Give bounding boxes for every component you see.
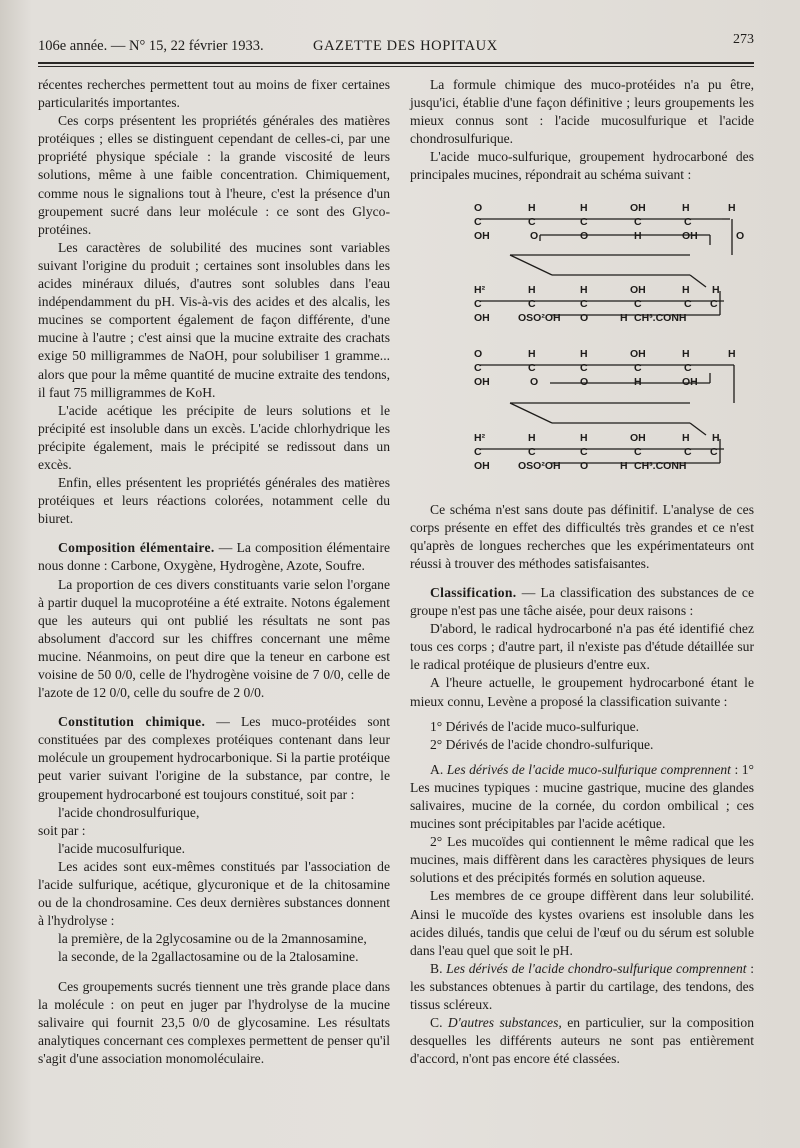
- atom-label: O: [530, 229, 539, 242]
- atom-label: H²: [474, 431, 486, 444]
- page-header: [38, 32, 754, 54]
- atom-label: O: [580, 375, 589, 388]
- item-text: : 1° Les mucines typiques : mucine gastrique, mucine des glandes salivaires, mucine de la cornée, du cordon ombilical ; ces mucines sont précipitables par l'acide acétique.: [410, 761, 754, 832]
- atom-label: H: [620, 459, 628, 472]
- right-column: [410, 76, 754, 1068]
- atom-label: OH: [630, 201, 646, 214]
- item-text: en particulier, sur la composition desquelles les différents auteurs ne sont pas entièrement d'accord, n'ont pas encore été classées.: [410, 1015, 754, 1067]
- atom-label: CH³.CONH: [634, 459, 687, 472]
- atom-label: H: [682, 347, 690, 360]
- section-heading: Classification.: [430, 584, 517, 600]
- atom-label: H: [580, 347, 588, 360]
- atom-label: O: [580, 311, 589, 324]
- paragraph: 2° Les mucoïdes qui contiennent le même radical que les mucines, mais diffèrent dans les caractères physiques de leurs solutions et des précipités formés en solution aqueuse.: [410, 834, 754, 886]
- item-title: D'autres substances,: [447, 1015, 562, 1031]
- list-line: la seconde, de la 2gallactosamine ou de la 2talosamine.: [58, 949, 359, 965]
- atom-label: H: [682, 431, 690, 444]
- page-number: 273: [733, 32, 754, 47]
- atom-label: C: [474, 445, 482, 458]
- paragraph-c: [410, 1014, 754, 1068]
- atom-label: H: [528, 283, 536, 296]
- atom-label: C: [634, 361, 642, 374]
- atom-label: OH: [630, 283, 646, 296]
- list-line: la première, de la 2glycosamine ou de la 2mannosamine,: [58, 931, 367, 947]
- atom-label: C: [528, 445, 536, 458]
- section-text: — La classification des substances de ce groupe n'est pas une tâche aisée, pour deux raisons :: [410, 584, 754, 619]
- section-heading: Composition élémentaire.: [58, 540, 215, 556]
- atom-label: H: [620, 311, 628, 324]
- paragraph: Les membres de ce groupe diffèrent dans leur solubilité. Ainsi le mucoïde des kystes ovariens est insoluble dans les acides dilués, tandis que celui de l'œuf ou du sérum est soluble dans l'eau quel que soit le pH.: [410, 888, 754, 958]
- journal-title: GAZETTE DES HOPITAUX: [313, 38, 498, 54]
- atom-label: H: [580, 201, 588, 214]
- header-rule-thick: [38, 62, 754, 64]
- atom-label: C: [528, 297, 536, 310]
- atom-label: OH: [474, 375, 490, 388]
- mucosulfuric-scheme: [470, 193, 770, 493]
- atom-label: H: [528, 201, 536, 214]
- atom-label: O: [474, 347, 483, 360]
- atom-label: OH: [682, 375, 698, 388]
- list-line: soit par :: [38, 822, 86, 838]
- left-column: [38, 76, 390, 1068]
- scheme-bonds: [470, 193, 770, 493]
- list-line: 1° Dérivés de l'acide muco-sulfurique.: [430, 718, 640, 734]
- paragraph: L'acide muco-sulfurique, groupement hydrocarboné des principales mucines, répondrait au schéma suivant :: [410, 149, 754, 183]
- atom-label: C: [684, 361, 692, 374]
- atom-label: H: [712, 431, 720, 444]
- atom-label: C: [634, 215, 642, 228]
- atom-label: H: [682, 201, 690, 214]
- atom-label: H: [728, 347, 736, 360]
- section-heading: Constitution chimique.: [58, 714, 206, 730]
- paragraph-a: [410, 761, 754, 833]
- paragraph: Ces corps présentent les propriétés générales des matières protéiques ; elles se distinguent cependant de celles-ci, par une propriété physique spéciale : la grande viscosité de leurs solutions, même à une faible concentration. Chimiquement, comme nous le signalions tout à l'heure, c'est la présence d'un groupement sucré dans leur molécule : ce sont des Glyco-protéines.: [38, 113, 390, 237]
- atom-label: H: [682, 283, 690, 296]
- atom-label: OH: [474, 311, 490, 324]
- issue-line: 106e année. — N° 15, 22 février 1933.: [38, 38, 264, 54]
- paragraph: La proportion de ces divers constituants varie selon l'organe à partir duquel la mucoprotéine a été extraite. Notons également que les auteurs qui ont publié les résultats ne sont pas absolument d'accord sur les chiffres concernant une même mucine. Néanmoins, on peut dire que la teneur en carbone est voisine de 50 0/0, celle de l'hydrogène voisine de 7 0/0, celle de l'azote de 12 0/0, celle du soufre de 2 0/0.: [38, 576, 390, 701]
- atom-label: C: [474, 361, 482, 374]
- paragraph: Ce schéma n'est sans doute pas définitif. L'analyse de ces corps présente en effet des difficultés très grandes et ce n'est qu'après de longues recherches que les expérimentateurs ont réussi à trouver des méthodes satisfaisantes.: [410, 501, 754, 571]
- item-letter: A.: [430, 761, 447, 777]
- atom-label: C: [710, 297, 718, 310]
- section-classification: [410, 584, 754, 620]
- paragraph: Enfin, elles présentent les propriétés générales des matières protéiques et leurs réactions colorées, notamment celle du biuret.: [38, 475, 390, 527]
- section-text: — La composition élémentaire nous donne : Carbone, Oxygène, Hydrogène, Azote, Soufre.: [38, 540, 391, 574]
- item-text: : les substances obtenues à partir du cartilage, des tendons, des tissus scléreux.: [410, 960, 754, 1012]
- atom-label: H: [580, 431, 588, 444]
- atom-label: OSO²OH: [518, 459, 561, 472]
- atom-label: O: [580, 229, 589, 242]
- atom-label: H: [634, 375, 642, 388]
- atom-label: H: [634, 229, 642, 242]
- atom-label: O: [474, 201, 483, 214]
- paragraph: La formule chimique des muco-protéides n'a pu être, jusqu'ici, établie d'une façon définitive ; leurs groupements les mieux connus sont : l'acide mucosulfurique et l'acide chondrosulfurique.: [410, 77, 754, 147]
- atom-label: C: [474, 215, 482, 228]
- atom-label: C: [528, 361, 536, 374]
- atom-label: C: [580, 215, 588, 228]
- list-line: l'acide chondrosulfurique,: [58, 804, 200, 820]
- atom-label: OH: [630, 431, 646, 444]
- paragraph: A l'heure actuelle, le groupement hydrocarboné étant le mieux connu, Levène a proposé la classification suivante :: [410, 675, 754, 709]
- atom-label: C: [474, 297, 482, 310]
- atom-label: C: [528, 215, 536, 228]
- atom-label: C: [684, 297, 692, 310]
- item-letter: C.: [430, 1015, 448, 1031]
- atom-label: C: [580, 445, 588, 458]
- atom-label: H²: [474, 283, 486, 296]
- paragraph: Ces groupements sucrés tiennent une très grande place dans la molécule : on peut en juger par l'hydrolyse de la mucine salivaire qui fournit 23,5 0/0 de glycosamine. Les résultats analytiques concernant ces complexes permettent de penser qu'il s'agit d'une association monomoléculaire.: [38, 978, 390, 1066]
- atom-label: C: [710, 445, 718, 458]
- atom-label: C: [684, 445, 692, 458]
- item-title: Les dérivés de l'acide muco-sulfurique comprennent: [446, 761, 731, 777]
- item-letter: B.: [430, 960, 447, 976]
- atom-label: C: [580, 361, 588, 374]
- atom-label: C: [580, 297, 588, 310]
- paragraph: récentes recherches permettent tout au moins de fixer certaines particularités importantes.: [38, 77, 390, 111]
- atom-label: H: [712, 283, 720, 296]
- paragraph: Les acides sont eux-mêmes constitués par l'association de l'acide sulfurique, acétique, glycuronique et de la chitosamine ou de la chondrosamine. Ces deux dernières substances donnent à l'hydrolyse :: [38, 858, 390, 929]
- atom-label: OSO²OH: [518, 311, 561, 324]
- paragraph: Les caractères de solubilité des mucines sont variables suivant l'origine du produit ; certaines sont insolubles dans les acides minéraux dilués, d'autres sont solubles dans l'eau indépendamment du pH. Vis-à-vis des acides et des alcalis, les mucines se comportent également de façon différente, d'une mucine à l'autre ; c'est ainsi que la mucine extraite des crachats exige 50 milligrammes de NaOH, pour solubiliser 1 gramme... alors que pour la même quantité de mucine extraite des tendons, il faut 75 milligrammes de KoH.: [38, 239, 390, 400]
- atom-label: C: [634, 445, 642, 458]
- paragraph-b: [410, 960, 754, 1014]
- atom-label: CH³.CONH: [634, 311, 687, 324]
- atom-label: H: [580, 283, 588, 296]
- atom-label: C: [684, 215, 692, 228]
- header-rule-thin: [38, 66, 754, 67]
- atom-label: H: [728, 201, 736, 214]
- atom-label: O: [580, 459, 589, 472]
- atom-label: H: [528, 347, 536, 360]
- atom-label: OH: [474, 459, 490, 472]
- list-line: l'acide mucosulfurique.: [58, 840, 186, 856]
- atom-label: OH: [682, 229, 698, 242]
- item-title: Les dérivés de l'acide chondro-sulfurique comprennent: [446, 960, 747, 976]
- atom-label: H: [528, 431, 536, 444]
- section-constitution: [38, 713, 390, 803]
- atom-label: O: [530, 375, 539, 388]
- atom-label: OH: [474, 229, 490, 242]
- paragraph: L'acide acétique les précipite de leurs solutions et le précipité est insoluble dans un excès. L'acide chlorhydrique les précipite également, mais le précipité se redissout dans un excès.: [38, 402, 390, 472]
- section-composition: [38, 539, 390, 575]
- atom-label: OH: [630, 347, 646, 360]
- section-text: — Les muco-protéides sont constituées par des complexes protéiques contenant dans leur molécule un groupement hydrocarbonique. Si la partie protéique peut varier suivant l'origine de la substance, par contre, le groupement hydrocarboné est toujours constitué, soit par :: [38, 714, 390, 802]
- paragraph: D'abord, le radical hydrocarboné n'a pas été identifié chez tous ces corps ; d'autre part, il n'existe pas d'étude détaillée sur le radical protéique de plusieurs d'entre eux.: [410, 621, 754, 673]
- atom-label: O: [736, 229, 745, 242]
- list-line: 2° Dérivés de l'acide chondro-sulfurique.: [430, 736, 654, 752]
- atom-label: C: [634, 297, 642, 310]
